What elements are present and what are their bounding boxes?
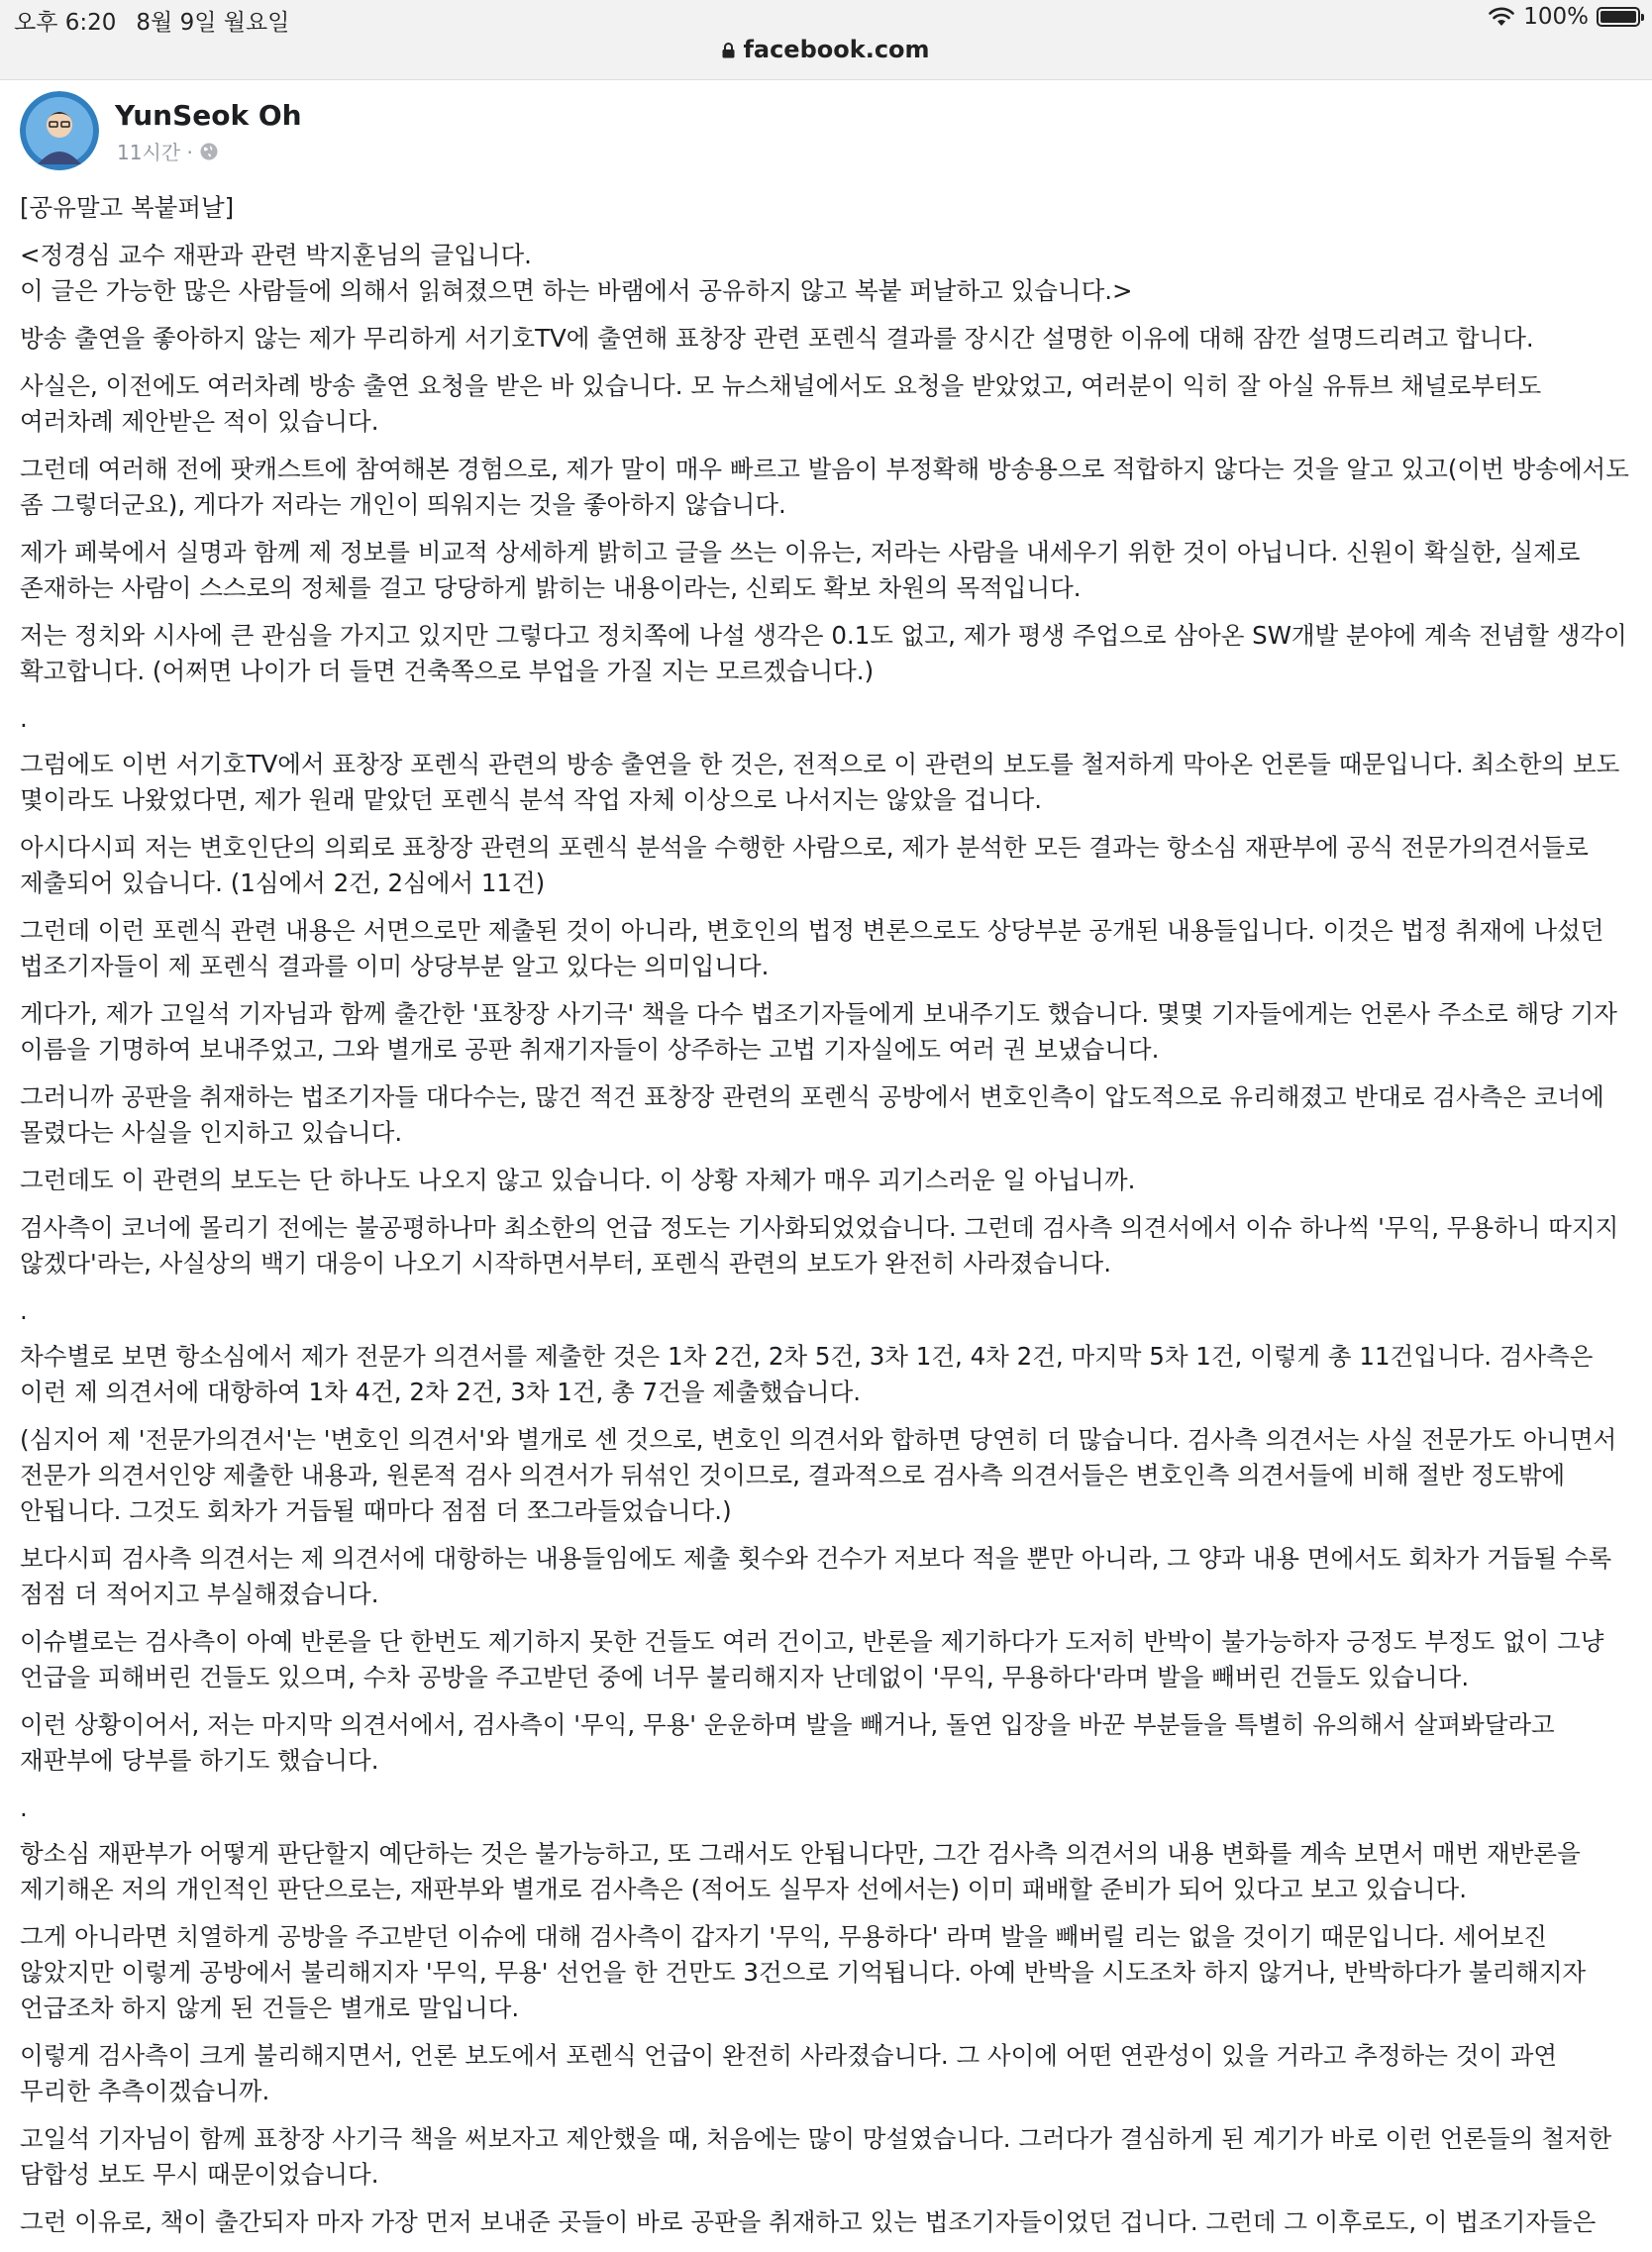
post-paragraph: 그런데도 이 관련의 보도는 단 하나도 나오지 않고 있습니다. 이 상황 자체가 매우 괴기스러운 일 아닙니까. [20,1166,1136,1194]
browser-status-bar [0,0,1652,80]
post-paragraph: 그런 이유로, 책이 출간되자 마자 가장 먼저 보내준 곳들이 바로 공판을 취재하고 있는 법조기자들이었던 겁니다. 그런데 그 이후로도, 이 법조기자들은 [20,2207,1597,2236]
author-name[interactable]: YunSeok Oh [115,99,302,132]
post-paragraph: 항소심 재판부가 어떻게 판단할지 예단하는 것은 불가능하고, 또 그래서도 안됩니다만, 그간 검사측 의견서의 내용 변화를 계속 보면서 매번 재반론을 제기해온 저의 개인적인 판단으로는, 재판부와 별개로 검사측은 (적어도 실무자 선에서는) 이미 패배할 준비가 되어 있다고 보고 있습니다. [20,1839,1581,1903]
post-paragraph: 아시다시피 저는 변호인단의 의뢰로 표창장 관련의 포렌식 분석을 수행한 사람으로, 제가 분석한 모든 결과는 항소심 재판부에 공식 전문가의견서들로 제출되어 있습니다. (1심에서 2건, 2심에서 11건) [20,833,1589,897]
post-paragraph: 고일석 기자님이 함께 표창장 사기극 책을 써보자고 제안했을 때, 처음에는 많이 망설였습니다. 그러다가 결심하게 된 계기가 바로 이런 언론들의 철저한 담합성 보도 무시 때문이었습니다. [20,2124,1612,2189]
post-paragraph: 차수별로 보면 항소심에서 제가 전문가 의견서를 제출한 것은 1차 2건, 2차 5건, 3차 1건, 4차 2건, 마지막 5차 1건, 이렇게 총 11건입니다. 검사측은 이런 제 의견서에 대항하여 1차 4건, 2차 2건, 3차 1건, 총 7건을 제출했습니다. [20,1342,1594,1406]
post-paragraph: 그러니까 공판을 취재하는 법조기자들 대다수는, 많건 적건 표창장 관련의 포렌식 공방에서 변호인측이 압도적으로 유리해졌고 반대로 검사측은 코너에 몰렸다는 사실을 인지하고 있습니다. [20,1082,1604,1147]
post-paragraph: 보다시피 검사측 의견서는 제 의견서에 대항하는 내용들임에도 제출 횟수와 건수가 저보다 적을 뿐만 아니라, 그 양과 내용 면에서도 회차가 거듭될 수록 점점 더 적어지고 부실해졌습니다. [20,1544,1612,1608]
battery-icon [1597,7,1640,27]
post-paragraph: 방송 출연을 좋아하지 않는 제가 무리하게 서기호TV에 출연해 표창장 관련 포렌식 결과를 장시간 설명한 이유에 대해 잠깐 설명드리려고 합니다. [20,324,1534,353]
wifi-icon [1488,6,1515,28]
post-time[interactable]: 11시간 · [117,141,193,164]
post-paragraph: 저는 정치와 시사에 큰 관심을 가지고 있지만 그렇다고 정치쪽에 나설 생각은 0.1도 없고, 제가 평생 주업으로 삼아온 SW개발 분야에 계속 전념할 생각이 확고합니다. (어쩌면 나이가 더 들면 건축쪽으로 부업을 가질 지는 모르겠습니다.) [20,621,1627,685]
post-paragraph: 그럼에도 이번 서기호TV에서 표창장 포렌식 관련의 방송 출연을 한 것은, 전적으로 이 관련의 보도를 철저하게 막아온 언론들 때문입니다. 최소한의 보도 몇이라도 나왔었다면, 제가 원래 맡았던 포렌식 분석 작업 자체 이상으로 나서지는 않았을 겁니다. [20,750,1620,814]
status-date: 8월 9일 월요일 [136,10,290,36]
status-time: 오후 6:20 [14,10,117,36]
post-paragraph: 이런 상황이어서, 저는 마지막 의견서에서, 검사측이 '무익, 무용' 운운하며 발을 빼거나, 돌연 입장을 바꾼 부분들을 특별히 유의해서 살펴봐달라고 재판부에 당부를 하기도 했습니다. [20,1710,1555,1775]
post-paragraph: 제가 페북에서 실명과 함께 제 정보를 비교적 상세하게 밝히고 글을 쓰는 이유는, 저라는 사람을 내세우기 위한 것이 아닙니다. 신원이 확실한, 실제로 존재하는 사람이 스스로의 정체를 걸고 당당하게 밝히는 내용이라는, 신뢰도 확보 차원의 목적입니다. [20,538,1581,602]
post-paragraph: (심지어 제 '전문가의견서'는 '변호인 의견서'와 별개로 센 것으로, 변호인 의견서와 합하면 당연히 더 많습니다. 검사측 의견서는 사실 전문가도 아니면서 전문가 의견서인양 제출한 내용과, 원론적 검사 의견서가 뒤섞인 것이므로, 결과적으로 검사측 의견서들은 변호인측 의견서들에 비해 절반 정도밖에 안됩니다. 그것도 회차가 거듭될 때마다 점점 더 쪼그라들었습니다.) [20,1425,1617,1525]
status-indicators [1488,4,1640,30]
post-paragraph: 그게 아니라면 치열하게 공방을 주고받던 이슈에 대해 검사측이 갑자기 '무익, 무용하다' 라며 발을 빼버릴 리는 없을 것이기 때문입니다. 세어보진 않았지만 이렇게 공방에서 불리해지자 '무익, 무용' 선언을 한 건만도 3건으로 기억됩니다. 아예 반박을 시도조차 하지 않거나, 반박하다가 불리해지자 언급조차 하지 않게 된 건들은 별개로 말입니다. [20,1922,1587,2022]
post-paragraph: 그런데 여러해 전에 팟캐스트에 참여해본 경험으로, 제가 말이 매우 빠르고 발음이 부정확해 방송용으로 적합하지 않다는 것을 알고 있고(이번 방송에서도 좀 그렇더군요), 게다가 저라는 개인이 띄워지는 것을 좋아하지 않습니다. [20,455,1629,519]
post-separator: . [20,704,28,733]
post-separator: . [20,1296,28,1325]
globe-icon [199,142,219,161]
post-paragraph: 사실은, 이전에도 여러차례 방송 출연 요청을 받은 바 있습니다. 모 뉴스채널에서도 요청을 받았었고, 여러분이 익히 잘 아실 유튜브 채널로부터도 여러차례 제안받은 적이 있습니다. [20,371,1542,436]
battery-percent: 100% [1523,4,1589,30]
post-paragraph: 이슈별로는 검사측이 아예 반론을 단 한번도 제기하지 못한 건들도 여러 건이고, 반론을 제기하다가 도저히 반박이 불가능하자 긍정도 부정도 없이 그냥 언급을 피해버린 건들도 있으며, 수차 공방을 주고받던 중에 너무 불리해지자 난데없이 '무익, 무용하다'라며 발을 빼버린 건들도 있습니다. [20,1627,1604,1691]
post-separator: . [20,1793,28,1822]
post-paragraph: 그런데 이런 포렌식 관련 내용은 서면으로만 제출된 것이 아니라, 변호인의 법정 변론으로도 상당부분 공개된 내용들입니다. 이것은 법정 취재에 나섰던 법조기자들이 제 포렌식 결과를 이미 상당부분 알고 있다는 의미입니다. [20,916,1604,980]
post-meta [117,137,219,165]
post-body [20,190,1634,2252]
url-text: facebook.com [743,36,930,63]
post-paragraph: <정경심 교수 재판과 관련 박지훈님의 글입니다. 이 글은 가능한 많은 사람들에 의해서 읽혀졌으면 하는 바램에서 공유하지 않고 복붙 퍼날하고 있습니다.> [20,241,1133,305]
avatar[interactable] [20,91,99,170]
lock-icon [722,43,735,58]
post-paragraph: 게다가, 제가 고일석 기자님과 함께 출간한 '표창장 사기극' 책을 다수 법조기자들에게 보내주기도 했습니다. 몇몇 기자들에게는 언론사 주소로 해당 기자 이름을 기명하여 보내주었고, 그와 별개로 공판 취재기자들이 상주하는 고법 기자실에도 여러 권 보냈습니다. [20,999,1617,1064]
address-bar[interactable] [0,36,1652,63]
post-paragraph: 검사측이 코너에 몰리기 전에는 불공평하나마 최소한의 언급 정도는 기사화되었었습니다. 그런데 검사측 의견서에서 이슈 하나씩 '무익, 무용하니 따지지 않겠다'라는, 사실상의 백기 대응이 나오기 시작하면서부터, 포렌식 관련의 보도가 완전히 사라졌습니다. [20,1213,1619,1278]
post-paragraph: [공유말고 복붙퍼날] [20,193,235,222]
status-time-date [14,4,309,37]
post-paragraph: 이렇게 검사측이 크게 불리해지면서, 언론 보도에서 포렌식 언급이 완전히 사라졌습니다. 그 사이에 어떤 연관성이 있을 거라고 추정하는 것이 과연 무리한 추측이겠습니까. [20,2041,1558,2105]
